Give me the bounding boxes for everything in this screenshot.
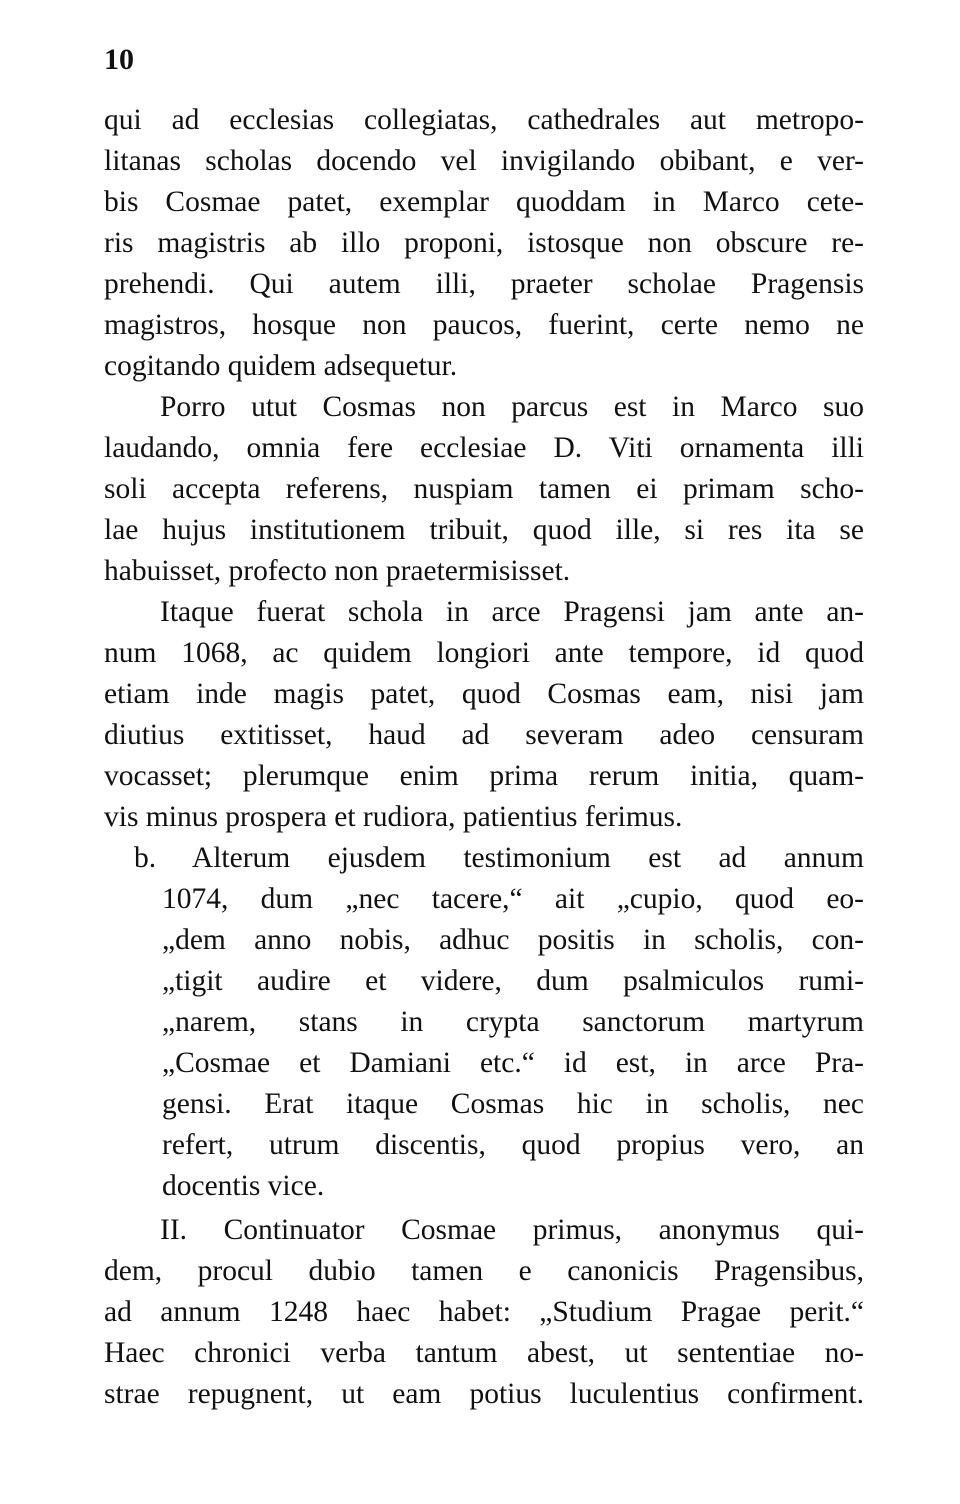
text-line: num 1068, ac quidem longiori ante tempore, id quod [104, 637, 864, 669]
quoted-line: „Cosmae et Damiani etc.“ id est, in arce Pra- [162, 1047, 864, 1079]
text-line: gensi. Erat itaque Cosmas hic in scholis, nec [162, 1088, 864, 1120]
text-line: diutius extitisset, haud ad severam adeo censuram [104, 719, 864, 751]
text-line: vis minus prospera et rudiora, patientius ferimus. [104, 801, 683, 833]
text-line: dem, procul dubio tamen e canonicis Pragensibus, [104, 1255, 864, 1287]
text-line: prehendi. Qui autem illi, praeter scholae Pragensis [104, 268, 864, 300]
text-line: lae hujus institutionem tribuit, quod ille, si res ita se [104, 514, 864, 546]
text-line: laudando, omnia fere ecclesiae D. Viti ornamenta illi [104, 432, 864, 464]
text-line: habuisset, profecto non praetermisisset. [104, 555, 571, 587]
text-line: strae repugnent, ut eam potius luculentius confirment. [104, 1378, 864, 1410]
page-number: 10 [104, 43, 134, 76]
paragraph-start-line: Itaque fuerat schola in arce Pragensi jam ante an- [160, 596, 864, 628]
text-line: ris magistris ab illo proponi, istosque non obscure re- [104, 227, 864, 259]
text-line: magistros, hosque non paucos, fuerint, certe nemo ne [104, 309, 864, 341]
body-text [104, 100, 864, 1415]
text-line: soli accepta referens, nuspiam tamen ei primam scho- [104, 473, 864, 505]
text-line: ad annum 1248 haec habet: „Studium Pragae perit.“ [104, 1296, 864, 1328]
text-line: bis Cosmae patet, exemplar quoddam in Marco cete- [104, 186, 864, 218]
section-b-start-line: b. Alterum ejusdem testimonium est ad annum [134, 842, 864, 874]
text-line: qui ad ecclesias collegiatas, cathedrales aut metropo- [104, 104, 864, 136]
section-ii-start-line: II. Continuator Cosmae primus, anonymus qui- [160, 1214, 864, 1246]
paragraph-start-line: Porro utut Cosmas non parcus est in Marco suo [160, 391, 864, 423]
text-line: docentis vice. [162, 1170, 325, 1202]
quoted-line: „tigit audire et videre, dum psalmiculos rumi- [162, 965, 864, 997]
quoted-line: 1074, dum „nec tacere,“ ait „cupio, quod eo- [162, 883, 864, 915]
text-line: etiam inde magis patet, quod Cosmas eam, nisi jam [104, 678, 864, 710]
text-line: cogitando quidem adsequetur. [104, 350, 458, 382]
quoted-line: „dem anno nobis, adhuc positis in scholis, con- [162, 924, 864, 956]
text-line: refert, utrum discentis, quod propius vero, an [162, 1129, 864, 1161]
text-line: litanas scholas docendo vel invigilando obibant, e ver- [104, 145, 864, 177]
text-line: Haec chronici verba tantum abest, ut sententiae no- [104, 1337, 864, 1369]
quoted-line: „narem, stans in crypta sanctorum martyrum [162, 1006, 864, 1038]
text-line: vocasset; plerumque enim prima rerum initia, quam- [104, 760, 864, 792]
